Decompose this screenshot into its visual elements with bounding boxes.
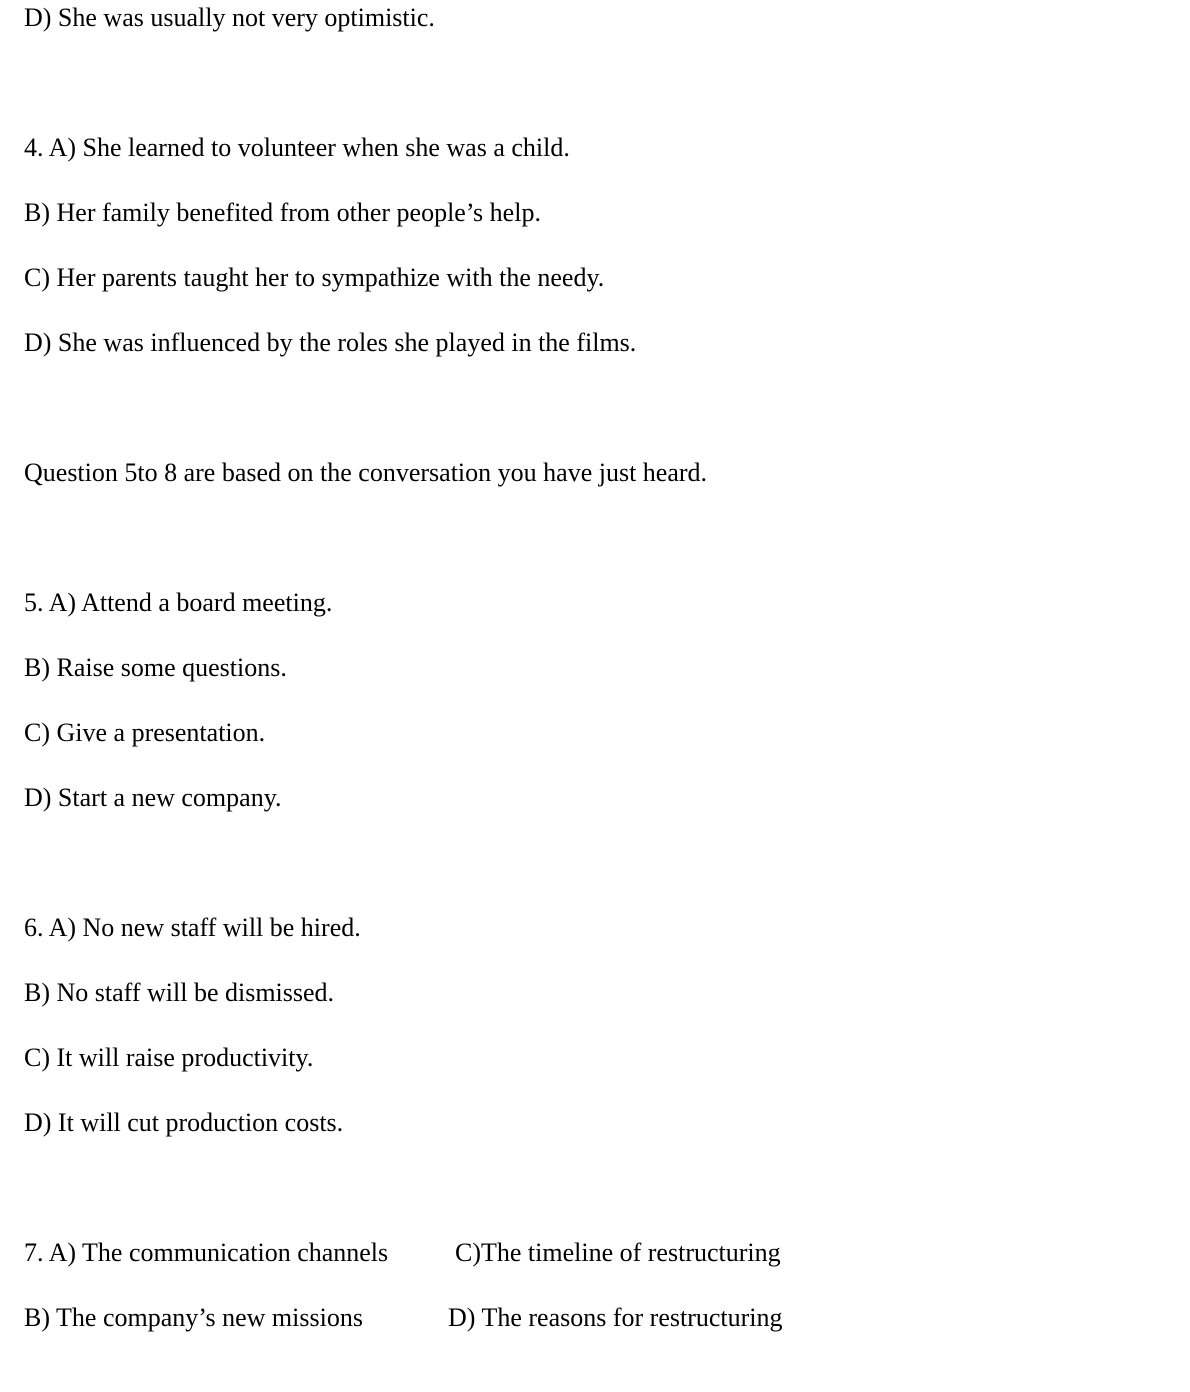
q5-option-c: C) Give a presentation. (24, 718, 266, 747)
q4-option-c: C) Her parents taught her to sympathize with the needy. (24, 263, 605, 292)
q5-option-b: B) Raise some questions. (24, 653, 287, 682)
q4-option-d: D) She was influenced by the roles she played in the films. (24, 328, 637, 357)
q7-option-c: C)The timeline of restructuring (455, 1238, 781, 1267)
q3-option-d: D) She was usually not very optimistic. (24, 3, 435, 32)
q5-option-a: 5. A) Attend a board meeting. (24, 588, 333, 617)
q7-option-a: 7. A) The communication channels (24, 1238, 389, 1267)
q6-option-d: D) It will cut production costs. (24, 1108, 344, 1137)
q4-option-a: 4. A) She learned to volunteer when she was a child. (24, 133, 570, 162)
q7-option-b: B) The company’s new missions (24, 1303, 363, 1332)
q5-option-d: D) Start a new company. (24, 783, 282, 812)
section-heading: Question 5to 8 are based on the conversation you have just heard. (24, 458, 708, 487)
q6-option-a: 6. A) No new staff will be hired. (24, 913, 361, 942)
q7-option-d: D) The reasons for restructuring (448, 1303, 783, 1332)
q6-option-b: B) No staff will be dismissed. (24, 978, 335, 1007)
q4-option-b: B) Her family benefited from other people’s help. (24, 198, 541, 227)
q6-option-c: C) It will raise productivity. (24, 1043, 314, 1072)
